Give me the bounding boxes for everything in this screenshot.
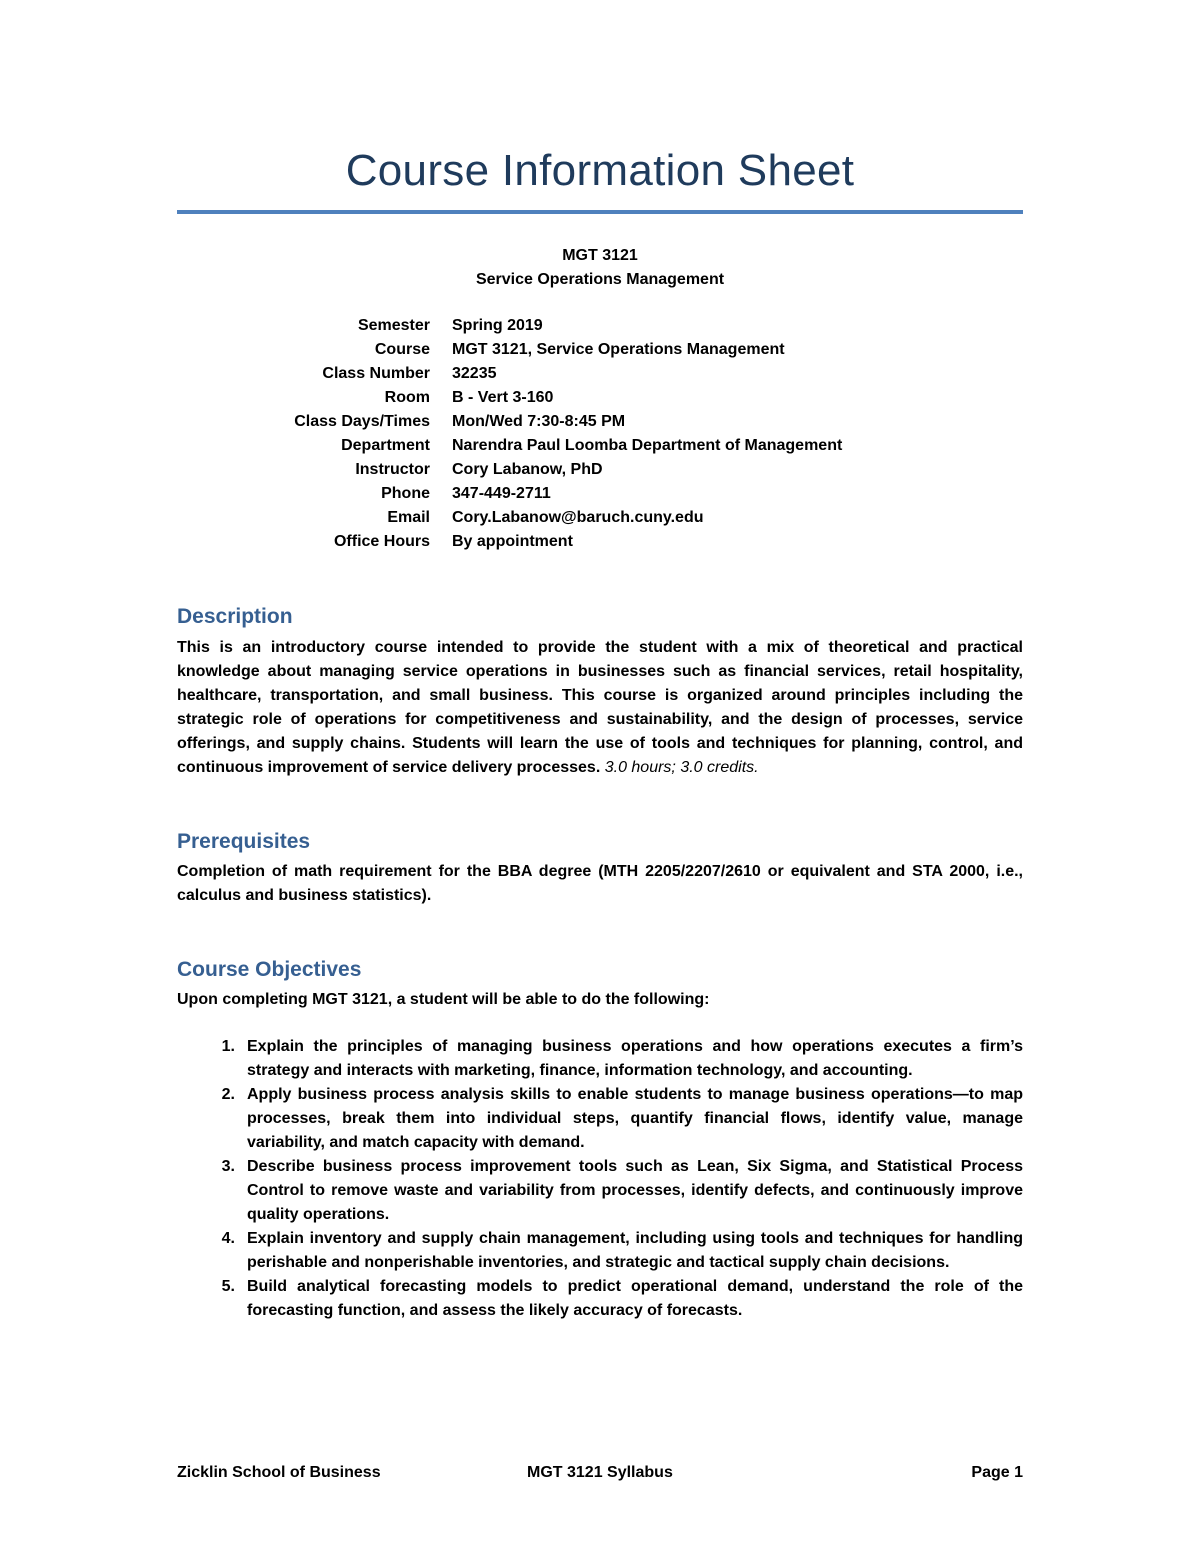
info-row-phone [177, 482, 1023, 506]
info-label: Instructor [355, 461, 430, 478]
list-item-number: 5. [221, 1278, 235, 1295]
email-link[interactable]: Cory.Labanow@baruch.cuny.edu [452, 509, 704, 526]
footer-school: Zicklin School of Business [177, 1464, 381, 1481]
info-row-office-hours [177, 530, 1023, 554]
list-item-text: Explain inventory and supply chain management, including using tools and techniques for handling perishable and nonperishable inventories, and strategic and tactical supply chain decisions. [247, 1230, 1023, 1271]
info-row-email [177, 506, 1023, 530]
objectives-intro: Upon completing MGT 3121, a student will be able to do the following: [177, 991, 710, 1008]
list-item [177, 1227, 1023, 1275]
info-label: Class Days/Times [294, 413, 430, 430]
list-item [177, 1155, 1023, 1227]
page-title: Course Information Sheet [345, 146, 855, 195]
list-item-text: Build analytical forecasting models to predict operational demand, understand the role of the forecasting function, and assess the likely accuracy of forecasts. [247, 1278, 1023, 1319]
info-label: Course [374, 341, 430, 358]
list-item [177, 1035, 1023, 1083]
info-value: 32235 [452, 365, 497, 382]
page-footer [177, 1461, 1023, 1485]
info-value: 347-449-2711 [452, 485, 551, 502]
course-header [177, 244, 1023, 292]
list-item [177, 1083, 1023, 1155]
info-label: Semester [357, 317, 430, 334]
objectives-heading: Course Objectives [177, 958, 362, 981]
info-row-class-number [177, 362, 1023, 386]
info-row-room [177, 386, 1023, 410]
info-value: Spring 2019 [452, 317, 543, 334]
list-item-text: Describe business process improvement tools such as Lean, Six Sigma, and Statistical Process Control to remove waste and variability from processes, identify defects, and continuously improve quality operations. [247, 1158, 1023, 1223]
info-value: By appointment [452, 533, 573, 550]
info-value: MGT 3121, Service Operations Management [452, 341, 785, 358]
list-item [177, 1275, 1023, 1323]
description-text [177, 636, 1023, 780]
info-row-department [177, 434, 1023, 458]
info-row-semester [177, 314, 1023, 338]
info-row-instructor [177, 458, 1023, 482]
info-label: Phone [381, 485, 430, 502]
footer-document-title: MGT 3121 Syllabus [527, 1464, 673, 1481]
objectives-list [177, 1035, 1023, 1323]
prerequisites-text: Completion of math requirement for the BBA degree (MTH 2205/2207/2610 or equivalent and STA 2000, i.e., calculus and business statistics). [177, 863, 1023, 904]
course-code: MGT 3121 [562, 247, 638, 264]
list-item-number: 1. [221, 1038, 235, 1055]
prerequisites-heading: Prerequisites [177, 830, 311, 853]
info-label: Office Hours [333, 533, 430, 550]
list-item-number: 4. [221, 1230, 235, 1247]
list-item-text: Apply business process analysis skills to enable students to manage business operations—to map processes, break them into individual steps, quantify financial flows, identify value, manage variability, and match capacity with demand. [247, 1086, 1023, 1151]
info-value: Cory Labanow, PhD [452, 461, 603, 478]
info-row-class-days-times [177, 410, 1023, 434]
list-item-text: Explain the principles of managing business operations and how operations executes a firm’s strategy and interacts with marketing, finance, information technology, and accounting. [247, 1038, 1023, 1079]
title-divider [177, 210, 1023, 214]
info-row-course [177, 338, 1023, 362]
course-info-table [177, 314, 1023, 554]
info-value: Narendra Paul Loomba Department of Management [452, 437, 843, 454]
footer-page-number: Page 1 [971, 1464, 1023, 1481]
info-label: Room [384, 389, 430, 406]
description-body: This is an introductory course intended to provide the student with a mix of theoretical and practical knowledge about managing service operations in businesses such as financial services, retail hospitality, healthcare, transportation, and small business. This course is organized around principles including the strategic role of operations for competitiveness and sustainability, and the design of processes, service offerings, and supply chains. Students will learn the use of tools and techniques for planning, control, and continuous improvement of service delivery processes. [177, 639, 1023, 776]
info-label: Email [387, 509, 430, 526]
info-label: Department [341, 437, 430, 454]
course-name: Service Operations Management [475, 271, 725, 288]
info-label: Class Number [322, 365, 430, 382]
list-item-number: 3. [221, 1158, 235, 1175]
info-value: B - Vert 3-160 [452, 389, 554, 406]
description-heading: Description [177, 605, 293, 628]
list-item-number: 2. [221, 1086, 235, 1103]
info-value: Mon/Wed 7:30-8:45 PM [452, 413, 626, 430]
description-credits: 3.0 hours; 3.0 credits. [604, 759, 759, 776]
